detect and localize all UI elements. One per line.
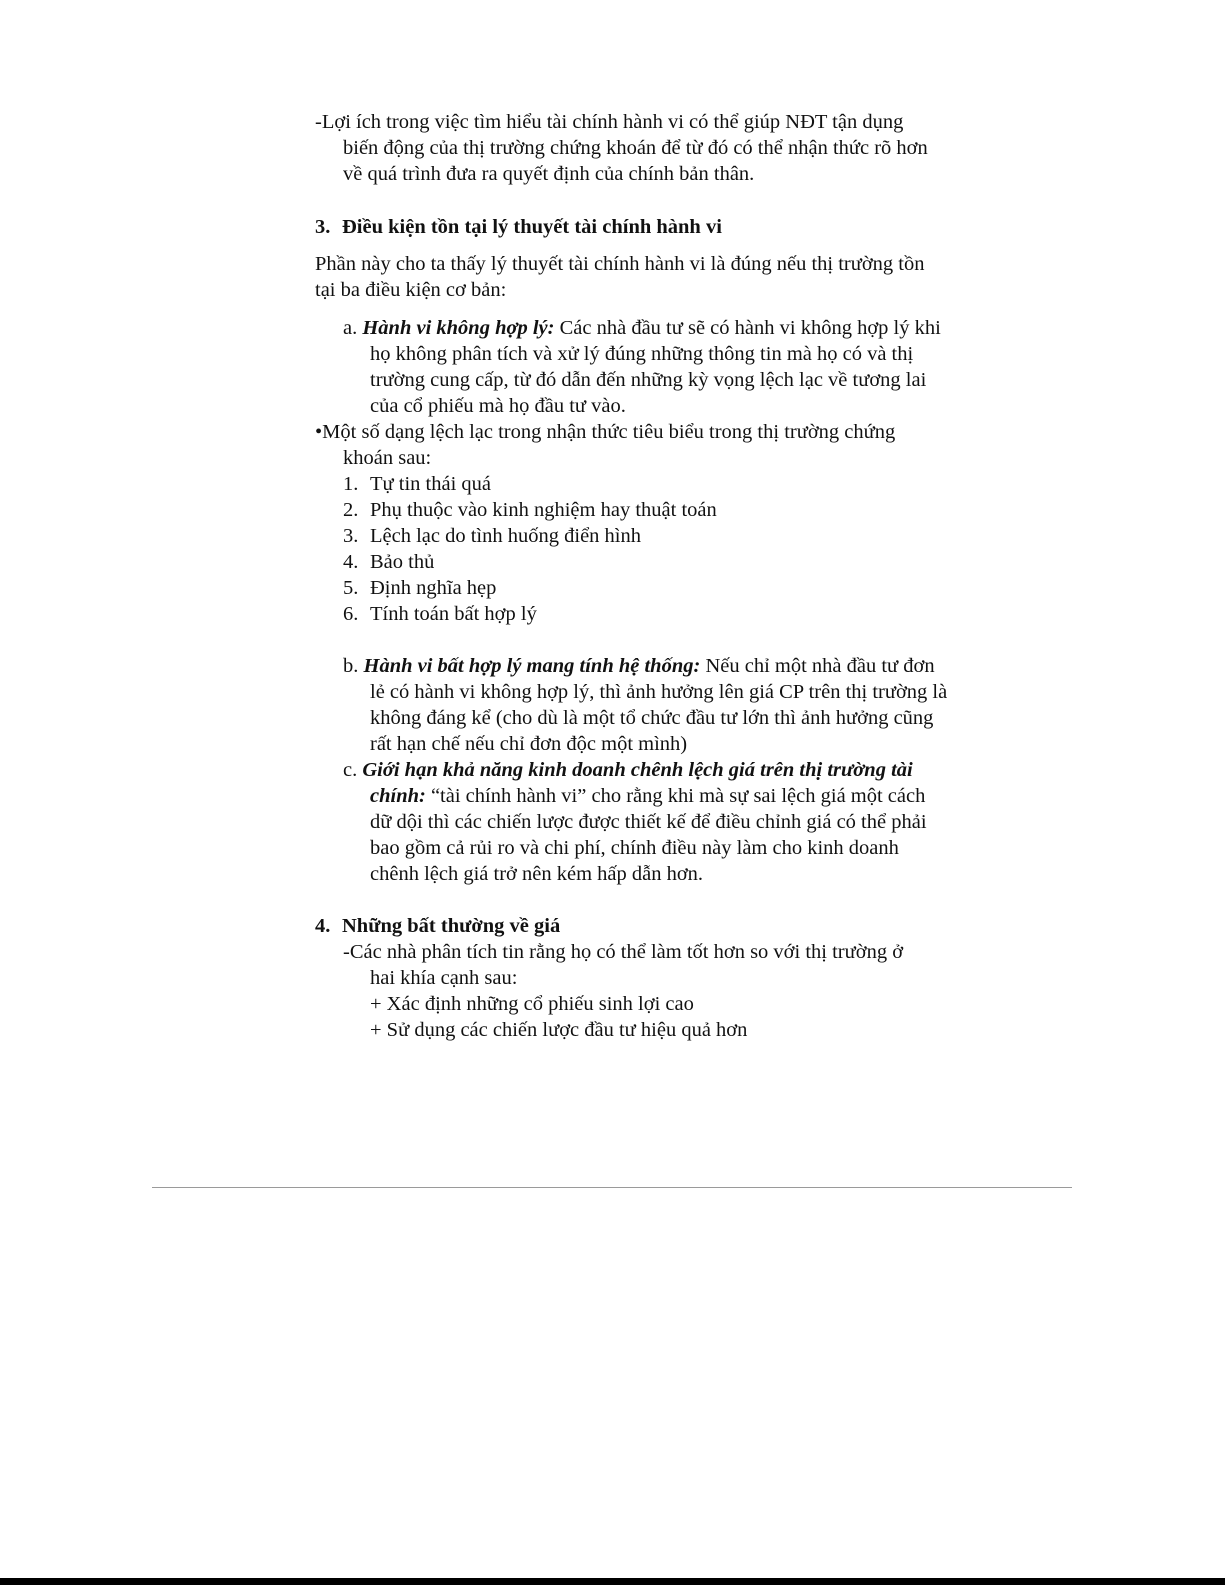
list-item-number: 3. (343, 525, 359, 547)
item-c-line-4: bao gồm cả rủi ro và chi phí, chính điều này làm cho kinh doanh (370, 837, 899, 859)
section-3-number: 3. (315, 216, 331, 238)
item-a-line-1 (343, 315, 941, 341)
item-b-text: Nếu chỉ một nhà đầu tư đơn (705, 655, 935, 677)
item-c-label: c. (343, 759, 358, 781)
item-a-text: Các nhà đầu tư sẽ có hành vi không hợp lý khi (559, 317, 941, 339)
section-4-number: 4. (315, 915, 331, 937)
list-item (343, 549, 434, 575)
page-divider (152, 1187, 1072, 1188)
list-item-text: Bảo thủ (370, 551, 435, 573)
bottom-edge-bar (0, 1578, 1225, 1585)
list-item (343, 523, 641, 549)
item-c-term-end: chính: (370, 785, 426, 807)
section-3-intro-line-1: Phần này cho ta thấy lý thuyết tài chính hành vi là đúng nếu thị trường tồn (315, 253, 925, 275)
item-b-term: Hành vi bất hợp lý mang tính hệ thống: (363, 655, 701, 677)
section-4-heading (315, 913, 560, 939)
bullet-line-1: •Một số dạng lệch lạc trong nhận thức tiêu biểu trong thị trường chứng (315, 421, 896, 443)
list-item-text: Định nghĩa hẹp (370, 577, 497, 599)
item-c-line-1 (343, 757, 913, 783)
item-c-term: Giới hạn khả năng kinh doanh chênh lệch giá trên thị trường tài (362, 759, 913, 781)
list-item (343, 471, 491, 497)
list-item-number: 2. (343, 499, 359, 521)
section-3-title: Điều kiện tồn tại lý thuyết tài chính hành vi (342, 216, 722, 238)
list-item-number: 4. (343, 551, 359, 573)
item-c-line-3: dữ dội thì các chiến lược được thiết kế để điều chỉnh giá có thể phải (370, 811, 927, 833)
list-item-text: Phụ thuộc vào kinh nghiệm hay thuật toán (370, 499, 717, 521)
intro-line-1: -Lợi ích trong việc tìm hiểu tài chính hành vi có thể giúp NĐT tận dụng (315, 111, 904, 133)
item-a-line-2: họ không phân tích và xử lý đúng những thông tin mà họ có và thị (370, 343, 914, 365)
item-a-term: Hành vi không hợp lý: (362, 317, 555, 339)
item-a-line-3: trường cung cấp, từ đó dẫn đến những kỳ vọng lệch lạc về tương lai (370, 369, 927, 391)
item-c-text: “tài chính hành vi” cho rằng khi mà sự sai lệch giá một cách (430, 785, 926, 807)
section-4-line-4: + Sử dụng các chiến lược đầu tư hiệu quả hơn (370, 1019, 748, 1041)
item-a-line-4: của cổ phiếu mà họ đầu tư vào. (370, 395, 626, 417)
item-b-line-1 (343, 653, 935, 679)
list-item-text: Tự tin thái quá (370, 473, 491, 495)
list-item-number: 6. (343, 603, 359, 625)
list-item-text: Tính toán bất hợp lý (370, 603, 537, 625)
list-item (343, 601, 537, 627)
item-b-line-3: không đáng kể (cho dù là một tổ chức đầu tư lớn thì ảnh hưởng cũng (370, 707, 934, 729)
list-item (343, 497, 717, 523)
list-item-number: 1. (343, 473, 359, 495)
item-a-label: a. (343, 317, 358, 339)
item-c-line-2 (370, 783, 925, 809)
section-4-line-1: -Các nhà phân tích tin rằng họ có thể làm tốt hơn so với thị trường ở (343, 941, 904, 963)
item-b-line-4: rất hạn chế nếu chỉ đơn độc một mình) (370, 733, 688, 755)
section-3-intro-line-2: tại ba điều kiện cơ bản: (315, 279, 507, 301)
section-3-heading (315, 214, 722, 240)
section-4-line-3: + Xác định những cổ phiếu sinh lợi cao (370, 993, 694, 1015)
bullet-line-2: khoán sau: (343, 447, 432, 469)
list-item-number: 5. (343, 577, 359, 599)
list-item (343, 575, 496, 601)
item-b-label: b. (343, 655, 359, 677)
intro-line-3: về quá trình đưa ra quyết định của chính bản thân. (343, 163, 755, 185)
intro-line-2: biến động của thị trường chứng khoán để từ đó có thể nhận thức rõ hơn (343, 137, 928, 159)
section-4-title: Những bất thường về giá (342, 915, 561, 937)
section-4-line-2: hai khía cạnh sau: (370, 967, 518, 989)
item-b-line-2: lẻ có hành vi không hợp lý, thì ảnh hưởng lên giá CP trên thị trường là (370, 681, 948, 703)
item-c-line-5: chênh lệch giá trở nên kém hấp dẫn hơn. (370, 863, 704, 885)
list-item-text: Lệch lạc do tình huống điển hình (370, 525, 641, 547)
